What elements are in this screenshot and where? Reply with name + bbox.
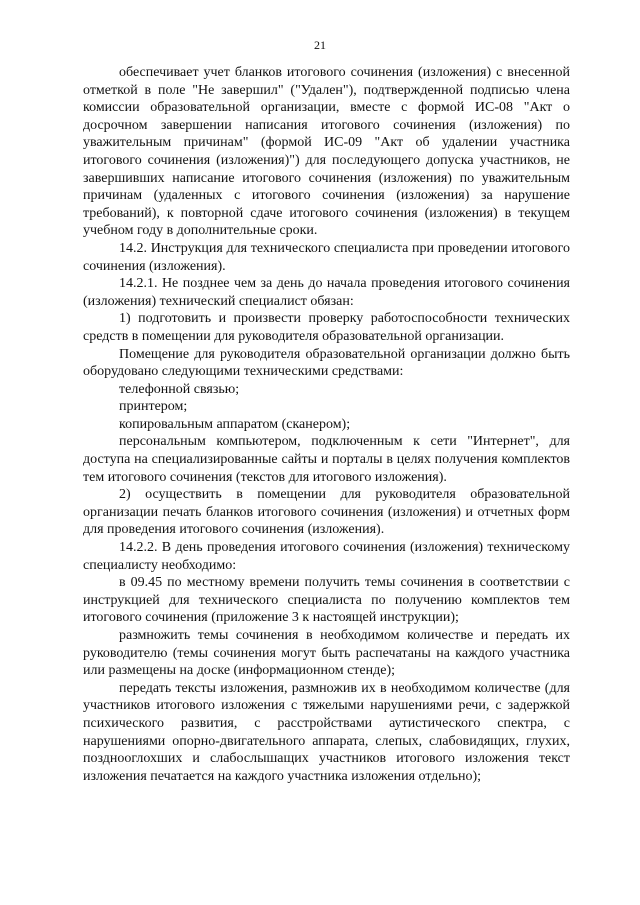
document-body bbox=[83, 64, 570, 785]
list-item-printer: принтером; bbox=[119, 399, 188, 415]
paragraph-pass-texts: передать тексты изложения, размножив их в необходимом количестве (для участников итогового изложения с тяжелыми нарушениями речи, с задержкой психического развития, с расстройствами аутистического спектра, с нарушениями опорно-двигательного аппарата, слепых, слабовидящих, глухих, позднооглохших и слабослышащих участников итогового изложения текст изложения печатается на каждого участника изложения отдельно); bbox=[83, 680, 570, 784]
paragraph-blank-tracking: обеспечивает учет бланков итогового сочинения (изложения) с внесенной отметкой в поле "Не завершил" ("Удален"), подтвержденной подписью члена комиссии образовательной организации, вместе с формой ИС-08 "Акт о досрочном завершении написания итогового сочинения (изложения) по уважительным причинам" (формой ИС-09 "Акт об удалении участника итогового сочинения (изложения)") для последующего допуска участников, не завершивших написание итогового сочинения (изложения) по уважительным причинам (удаленных с итогового сочинения (изложения) за нарушение требований), к повторной сдаче итогового сочинения (изложения) в текущем учебном году в дополнительные сроки. bbox=[83, 65, 570, 239]
list-item-computer: персональным компьютером, подключенным к сети "Интернет", для доступа на специализированные сайты и порталы в целях получения комплектов тем итогового сочинения (текстов для итогового изложения). bbox=[83, 434, 570, 485]
paragraph-room-equipment: Помещение для руководителя образовательной организации должно быть оборудовано следующими техническими средствами: bbox=[83, 346, 570, 380]
page-number: 21 bbox=[314, 38, 326, 52]
paragraph-item-1: 1) подготовить и произвести проверку работоспособности технических средств в помещении для руководителя образовательной организации. bbox=[83, 311, 570, 344]
paragraph-item-2: 2) осуществить в помещении для руководителя образовательной организации печать бланков итогового сочинения (изложения) и отчетных форм для проведения итогового сочинения (изложения). bbox=[83, 487, 570, 538]
paragraph-receive-topics: в 09.45 по местному времени получить темы сочинения в соответствии с инструкцией для технического специалиста по получению комплектов тем итогового сочинения (приложение 3 к настоящей инструкции); bbox=[83, 575, 570, 626]
paragraph-copy-topics: размножить темы сочинения в необходимом количестве и передать их руководителю (темы сочинения могут быть распечатаны на каждого участника или размещены на доске (информационном стенде); bbox=[83, 628, 570, 679]
paragraph-section-14-2-2: 14.2.2. В день проведения итогового сочинения (изложения) техническому специалисту необходимо: bbox=[83, 540, 570, 573]
list-item-copier: копировальным аппаратом (сканером); bbox=[119, 416, 351, 432]
list-item-telephone: телефонной связью; bbox=[119, 381, 240, 397]
paragraph-section-14-2: 14.2. Инструкция для технического специалиста при проведении итогового сочинения (изложения). bbox=[83, 240, 570, 274]
paragraph-section-14-2-1: 14.2.1. Не позднее чем за день до начала проведения итогового сочинения (изложения) технический специалист обязан: bbox=[83, 276, 570, 309]
